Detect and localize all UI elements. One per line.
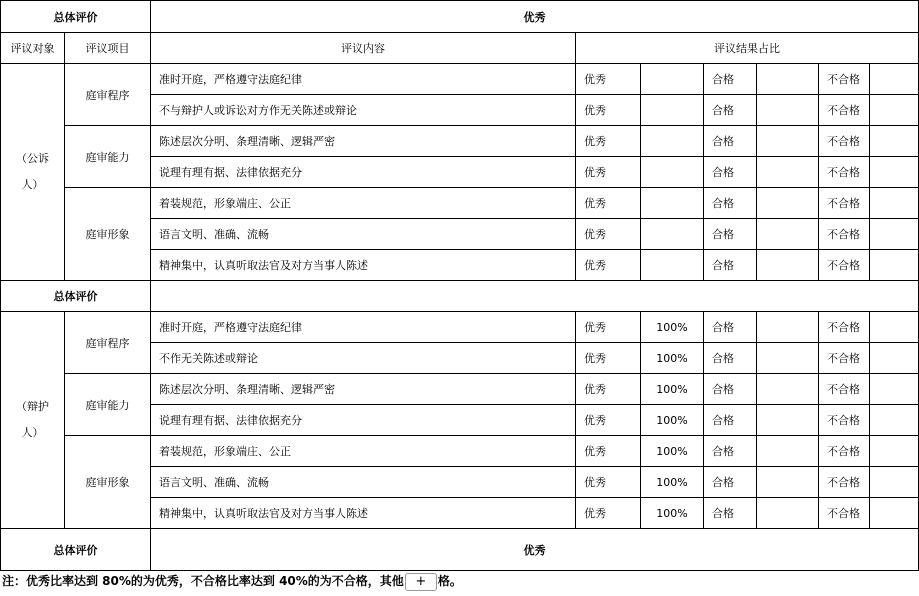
fail-label: 不合格 bbox=[819, 188, 870, 219]
col-header-result: 评议结果占比 bbox=[576, 33, 919, 64]
pass-label: 合格 bbox=[704, 436, 757, 467]
excellent-label: 优秀 bbox=[576, 157, 641, 188]
overall-row bbox=[1, 529, 919, 571]
excellent-percent: 100% bbox=[641, 467, 704, 498]
pass-label: 合格 bbox=[704, 498, 757, 529]
excellent-percent bbox=[641, 250, 704, 281]
fail-percent bbox=[870, 374, 919, 405]
excellent-label: 优秀 bbox=[576, 219, 641, 250]
fail-label: 不合格 bbox=[819, 436, 870, 467]
excellent-label: 优秀 bbox=[576, 467, 641, 498]
content-cell: 语言文明、准确、流畅 bbox=[151, 219, 576, 250]
pass-label: 合格 bbox=[704, 219, 757, 250]
pass-label: 合格 bbox=[704, 250, 757, 281]
fail-label: 不合格 bbox=[819, 126, 870, 157]
content-cell: 精神集中，认真听取法官及对方当事人陈述 bbox=[151, 498, 576, 529]
excellent-percent bbox=[641, 219, 704, 250]
content-cell: 不作无关陈述或辩论 bbox=[151, 343, 576, 374]
excellent-label: 优秀 bbox=[576, 374, 641, 405]
fail-label: 不合格 bbox=[819, 157, 870, 188]
excellent-percent bbox=[641, 188, 704, 219]
fail-label: 不合格 bbox=[819, 343, 870, 374]
overall-value: 优秀 bbox=[151, 1, 919, 33]
fail-percent bbox=[870, 498, 919, 529]
fail-label: 不合格 bbox=[819, 498, 870, 529]
footnote bbox=[2, 571, 462, 591]
pass-label: 合格 bbox=[704, 467, 757, 498]
overall-label: 总体评价 bbox=[1, 529, 151, 571]
item-cell: 庭审形象 bbox=[65, 188, 151, 281]
fail-label: 不合格 bbox=[819, 95, 870, 126]
pass-label: 合格 bbox=[704, 343, 757, 374]
content-cell: 说理有理有据、法律依据充分 bbox=[151, 157, 576, 188]
excellent-label: 优秀 bbox=[576, 436, 641, 467]
fail-percent bbox=[870, 467, 919, 498]
table-row bbox=[1, 126, 919, 157]
col-header-object: 评议对象 bbox=[1, 33, 65, 64]
item-cell: 庭审能力 bbox=[65, 374, 151, 436]
excellent-percent: 100% bbox=[641, 312, 704, 343]
table-row bbox=[1, 374, 919, 405]
overall-row bbox=[1, 281, 919, 312]
pass-label: 合格 bbox=[704, 312, 757, 343]
pass-label: 合格 bbox=[704, 95, 757, 126]
fail-percent bbox=[870, 405, 919, 436]
pass-percent bbox=[757, 436, 819, 467]
fail-label: 不合格 bbox=[819, 312, 870, 343]
pass-percent bbox=[757, 405, 819, 436]
content-cell: 不与辩护人或诉讼对方作无关陈述或辩论 bbox=[151, 95, 576, 126]
pass-percent bbox=[757, 95, 819, 126]
fail-percent bbox=[870, 219, 919, 250]
content-cell: 精神集中，认真听取法官及对方当事人陈述 bbox=[151, 250, 576, 281]
fail-percent bbox=[870, 157, 919, 188]
object-cell: （公诉人） bbox=[1, 64, 65, 281]
fail-percent bbox=[870, 95, 919, 126]
excellent-label: 优秀 bbox=[576, 312, 641, 343]
pass-percent bbox=[757, 343, 819, 374]
excellent-label: 优秀 bbox=[576, 498, 641, 529]
excellent-percent: 100% bbox=[641, 498, 704, 529]
excellent-percent bbox=[641, 126, 704, 157]
content-cell: 说理有理有据、法律依据充分 bbox=[151, 405, 576, 436]
overall-row-top bbox=[1, 1, 919, 33]
footnote-text-end: 格。 bbox=[437, 574, 462, 588]
footnote-text: 注：优秀比率达到 80%的为优秀，不合格比率达到 40%的为不合格，其他 bbox=[2, 574, 404, 588]
header-row bbox=[1, 33, 919, 64]
content-cell: 陈述层次分明、条理清晰、逻辑严密 bbox=[151, 126, 576, 157]
col-header-content: 评议内容 bbox=[151, 33, 576, 64]
table-row bbox=[1, 188, 919, 219]
overall-value: 优秀 bbox=[151, 529, 919, 571]
excellent-label: 优秀 bbox=[576, 95, 641, 126]
content-cell: 语言文明、准确、流畅 bbox=[151, 467, 576, 498]
item-cell: 庭审程序 bbox=[65, 64, 151, 126]
pass-percent bbox=[757, 498, 819, 529]
overall-label: 总体评价 bbox=[1, 281, 151, 312]
fail-percent bbox=[870, 436, 919, 467]
fail-label: 不合格 bbox=[819, 64, 870, 95]
excellent-label: 优秀 bbox=[576, 343, 641, 374]
item-cell: 庭审程序 bbox=[65, 312, 151, 374]
pass-label: 合格 bbox=[704, 188, 757, 219]
object-cell: （辩护人） bbox=[1, 312, 65, 529]
table-row bbox=[1, 64, 919, 95]
pass-label: 合格 bbox=[704, 157, 757, 188]
pass-percent bbox=[757, 188, 819, 219]
pass-percent bbox=[757, 250, 819, 281]
excellent-percent: 100% bbox=[641, 343, 704, 374]
excellent-percent bbox=[641, 64, 704, 95]
fail-label: 不合格 bbox=[819, 467, 870, 498]
excellent-label: 优秀 bbox=[576, 126, 641, 157]
col-header-item: 评议项目 bbox=[65, 33, 151, 64]
fail-percent bbox=[870, 250, 919, 281]
fail-percent bbox=[870, 343, 919, 374]
excellent-label: 优秀 bbox=[576, 250, 641, 281]
fail-label: 不合格 bbox=[819, 219, 870, 250]
pass-percent bbox=[757, 157, 819, 188]
excellent-percent: 100% bbox=[641, 374, 704, 405]
pass-percent bbox=[757, 64, 819, 95]
excellent-percent: 100% bbox=[641, 436, 704, 467]
pass-percent bbox=[757, 374, 819, 405]
fail-label: 不合格 bbox=[819, 374, 870, 405]
plus-icon[interactable]: + bbox=[405, 573, 437, 591]
overall-value bbox=[151, 281, 919, 312]
pass-percent bbox=[757, 219, 819, 250]
pass-percent bbox=[757, 312, 819, 343]
fail-percent bbox=[870, 126, 919, 157]
excellent-label: 优秀 bbox=[576, 405, 641, 436]
content-cell: 陈述层次分明、条理清晰、逻辑严密 bbox=[151, 374, 576, 405]
overall-label: 总体评价 bbox=[1, 1, 151, 33]
fail-percent bbox=[870, 64, 919, 95]
fail-label: 不合格 bbox=[819, 250, 870, 281]
pass-label: 合格 bbox=[704, 64, 757, 95]
excellent-label: 优秀 bbox=[576, 188, 641, 219]
item-cell: 庭审能力 bbox=[65, 126, 151, 188]
content-cell: 准时开庭，严格遵守法庭纪律 bbox=[151, 64, 576, 95]
fail-label: 不合格 bbox=[819, 405, 870, 436]
excellent-label: 优秀 bbox=[576, 64, 641, 95]
pass-label: 合格 bbox=[704, 126, 757, 157]
excellent-percent: 100% bbox=[641, 405, 704, 436]
content-cell: 准时开庭，严格遵守法庭纪律 bbox=[151, 312, 576, 343]
excellent-percent bbox=[641, 157, 704, 188]
pass-label: 合格 bbox=[704, 374, 757, 405]
table-row bbox=[1, 312, 919, 343]
pass-percent bbox=[757, 467, 819, 498]
pass-percent bbox=[757, 126, 819, 157]
pass-label: 合格 bbox=[704, 405, 757, 436]
content-cell: 着装规范，形象端庄、公正 bbox=[151, 436, 576, 467]
item-cell: 庭审形象 bbox=[65, 436, 151, 529]
excellent-percent bbox=[641, 95, 704, 126]
content-cell: 着装规范，形象端庄、公正 bbox=[151, 188, 576, 219]
fail-percent bbox=[870, 188, 919, 219]
fail-percent bbox=[870, 312, 919, 343]
table-row bbox=[1, 436, 919, 467]
